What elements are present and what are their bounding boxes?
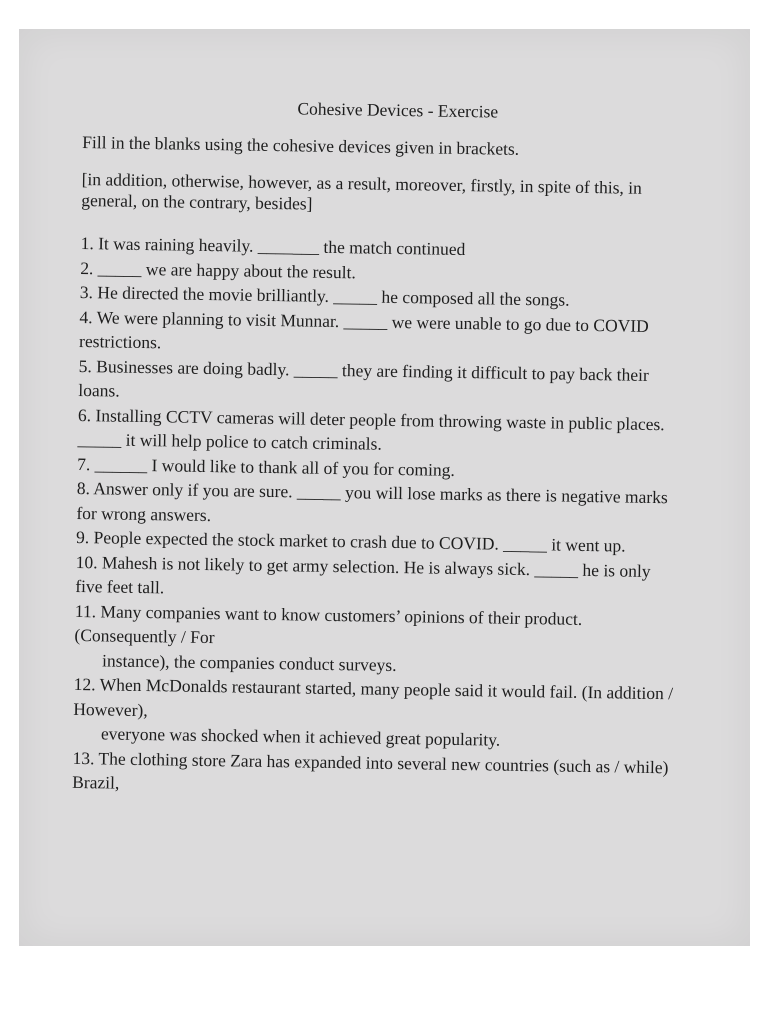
exercise-item-13: 13. The clothing store Zara has expanded into several new countries (such as / while) Brazil, — [72, 747, 669, 793]
paper-sheet — [19, 29, 750, 946]
exercise-item-9: 9. People expected the stock market to crash due to COVID. _____ it went up. — [75, 526, 626, 556]
exercise-item-7: 7. ______ I would like to thank all of you for coming. — [77, 453, 455, 480]
exercise-item-12: 12. When McDonalds restaurant started, many people said it would fail. (In addition / However), — [73, 673, 674, 720]
exercise-item-4: 4. We were planning to visit Munnar. _____ we were unable to go due to COVID restrictions. — [78, 306, 649, 353]
instruction-text: Fill in the blanks using the cohesive devices given in brackets. — [82, 131, 520, 159]
exercise-item-3: 3. He directed the movie brilliantly. _____ he composed all the songs. — [79, 281, 570, 310]
exercise-item-5: 5. Businesses are doing badly. _____ they are finding it difficult to pay back their loans. — [78, 355, 649, 401]
cohesive-devices-list: [in addition, otherwise, however, as a result, moreover, firstly, in spite of this, in general, on the contrary, besides] — [81, 168, 643, 214]
exercise-item-10: 10. Mahesh is not likely to get army selection. He is always sick. _____ he is only five feet tall. — [75, 551, 651, 598]
exercise-item-11-continuation: instance), the companies conduct surveys. — [101, 649, 397, 675]
exercise-item-2: 2. _____ we are happy about the result. — [80, 257, 356, 282]
exercise-item-11: 11. Many companies want to know customers’ opinions of their product. (Consequently / For — [74, 600, 583, 648]
exercise-item-12-continuation: everyone was shocked when it achieved great popularity. — [100, 723, 501, 750]
worksheet-content — [72, 95, 683, 804]
exercise-item-8: 8. Answer only if you are sure. _____ you will lose marks as there is negative marks for wrong answers. — [76, 477, 668, 525]
exercise-item-6: 6. Installing CCTV cameras will deter people from throwing waste in public places. _____ it will help police to catch criminals. — [77, 404, 665, 454]
worksheet-title: Cohesive Devices - Exercise — [297, 98, 499, 122]
exercise-item-1: 1. It was raining heavily. _______ the match continued — [80, 232, 466, 260]
